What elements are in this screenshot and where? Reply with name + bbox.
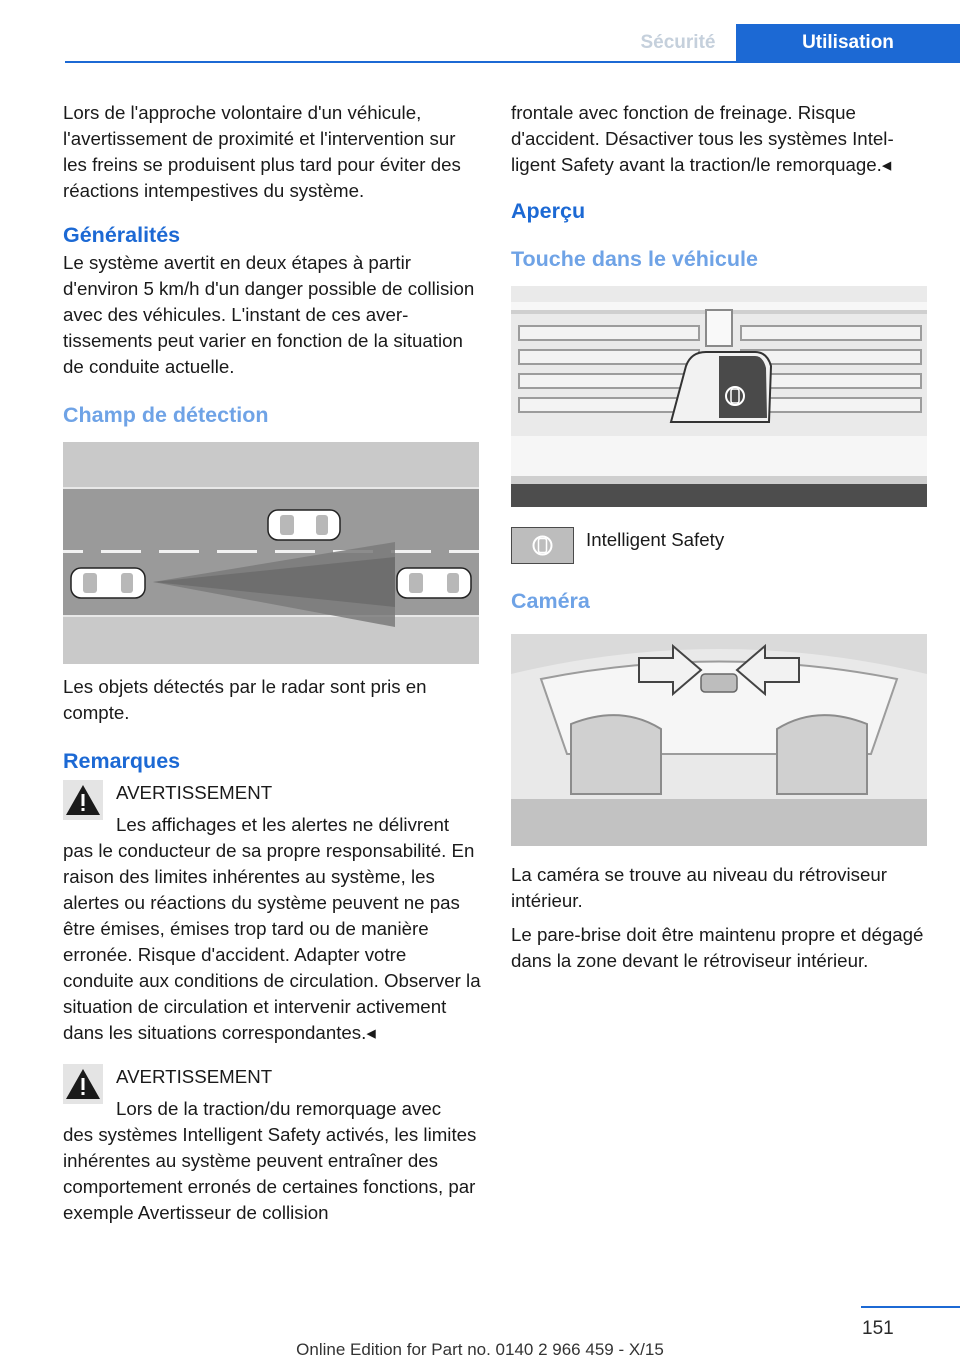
warning-2-text-first: Lors de la traction/du remorquage avec — [116, 1098, 442, 1119]
generalites-paragraph: Le système avertit en deux étapes à partir d'environ 5 km/h d'un danger possible de collision avec des véhicules. L'instant de ces avertissements peut varier en fonction de la situation de conduite actuelle. — [63, 252, 475, 377]
heading-generalites: Généralités — [63, 223, 181, 247]
continued-paragraph: frontale avec fonction de freinage. Risque d'accident. Désactiver tous les systèmes Intelligent Safety avant la traction/le remorquage.◂ — [511, 102, 894, 175]
button-legend — [511, 527, 929, 564]
page-number: 151 — [862, 1318, 894, 1339]
warning-1-text-first: Les affichages et les alertes ne délivrent — [116, 814, 450, 835]
footer-rule — [861, 1306, 960, 1308]
warning-1-title: AVERTISSEMENT — [116, 782, 273, 803]
tab-utilisation[interactable]: Utilisation — [736, 24, 960, 61]
intelligent-safety-icon — [511, 527, 574, 564]
camera-paragraph-2: Le pare-brise doit être maintenu propre et dégagé dans la zone devant le rétroviseur intérieur. — [511, 924, 924, 971]
warning-triangle-icon — [63, 780, 103, 820]
page-header — [0, 0, 960, 62]
warning-block-2 — [63, 1064, 481, 1226]
camera-figure — [511, 634, 927, 846]
header-rule — [65, 61, 960, 63]
heading-champ-detection: Champ de détection — [63, 403, 269, 427]
warning-2-title: AVERTISSEMENT — [116, 1066, 273, 1087]
warning-triangle-icon — [63, 1064, 103, 1104]
detection-caption: Les objets détectés par le radar sont pris en compte. — [63, 676, 427, 723]
legend-label: Intelligent Safety — [586, 529, 725, 550]
warning-2-text: des systèmes Intelligent Safety activés, les limites inhérentes au système peuvent entraîner des comportement erronés de certaines fonctions, par exemple Avertisseur de collision — [63, 1124, 477, 1223]
left-column — [63, 100, 481, 1226]
warning-1-text: pas le conducteur de sa propre responsabilité. En raison des limites inhérentes au système, les alertes ou réactions du système peuvent ne pas être émises, émises trop tard ou de manière erronée. Risque d'accident. Adapter votre conduite aux conditions de circulation. Observer la situation de circulation et intervenir activement dans les situations correspondantes.◂ — [63, 840, 481, 1043]
warning-block-1 — [63, 780, 481, 1046]
vehicle-button-figure — [511, 286, 927, 507]
camera-interior-illustration — [511, 634, 927, 846]
button-panel-illustration — [511, 286, 927, 507]
heading-camera: Caméra — [511, 589, 590, 613]
camera-paragraph-1: La caméra se trouve au niveau du rétroviseur intérieur. — [511, 864, 888, 911]
heading-touche-vehicule: Touche dans le véhicule — [511, 247, 758, 271]
right-column — [511, 100, 929, 974]
heading-apercu: Aperçu — [511, 199, 586, 223]
edition-line: Online Edition for Part no. 0140 2 966 459 - X/15 — [296, 1340, 664, 1359]
detection-field-figure — [63, 442, 479, 664]
heading-remarques: Remarques — [63, 749, 181, 773]
tab-securite[interactable]: Sécurité — [640, 32, 716, 53]
detection-field-illustration — [63, 442, 479, 664]
intro-paragraph: Lors de l'approche volontaire d'un véhicule, l'avertissement de proximité et l'intervention sur les freins se produisent plus tard pour éviter des réactions intempestives du système. — [63, 102, 461, 201]
